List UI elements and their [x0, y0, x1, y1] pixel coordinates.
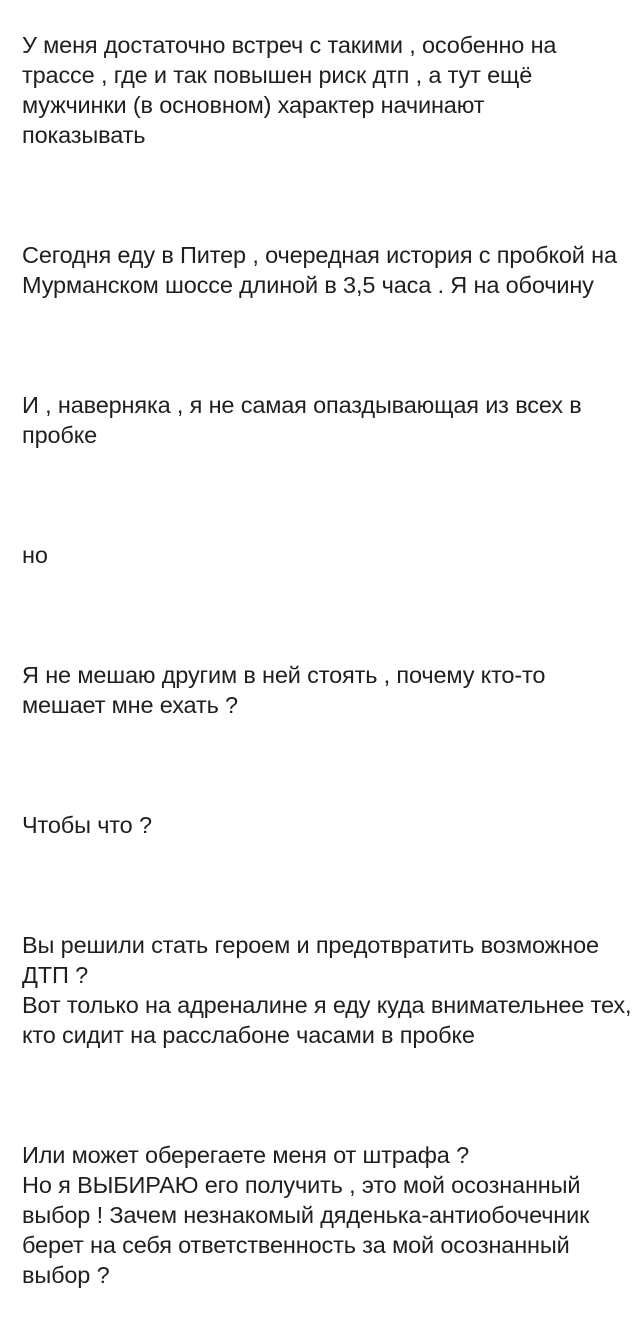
- blank-line: [22, 480, 634, 510]
- paragraph-hero: Вы решили стать героем и предотвратить возможное ДТП ? Вот только на адреналине я еду куда внимательнее тех, кто сидит на расслабоне часами в пробке: [22, 932, 632, 1048]
- paragraph-intro: У меня достаточно встреч с такими , особенно на трассе , где и так повышен риск дтп , а тут ещё мужчинки (в основном) характер начинают показывать: [22, 32, 557, 148]
- paragraph-today: Сегодня еду в Питер , очередная история с пробкой на Мурманском шоссе длиной в 3,5 часа . Я на обочину: [22, 242, 617, 298]
- blank-line: [22, 1080, 634, 1110]
- blank-line: [22, 750, 634, 780]
- blank-line: [22, 330, 634, 360]
- paragraph-fine: Или может оберегаете меня от штрафа ? Но я ВЫБИРАЮ его получить , это мой осознанный выбор ! Зачем незнакомый дяденька-антиобочечник берет на себя ответственность за мой осознанный выбор ?: [22, 1142, 590, 1288]
- paragraph-surely: И , наверняка , я не самая опаздывающая из всех в пробке: [22, 392, 582, 448]
- post-text: [22, 0, 634, 1320]
- blank-line: [22, 180, 634, 210]
- paragraph-but: но: [22, 542, 48, 568]
- paragraph-what-for: Чтобы что ?: [22, 812, 152, 838]
- blank-line: [22, 600, 634, 630]
- paragraph-not-interfere: Я не мешаю другим в ней стоять , почему кто-то мешает мне ехать ?: [22, 662, 546, 718]
- blank-line: [22, 870, 634, 900]
